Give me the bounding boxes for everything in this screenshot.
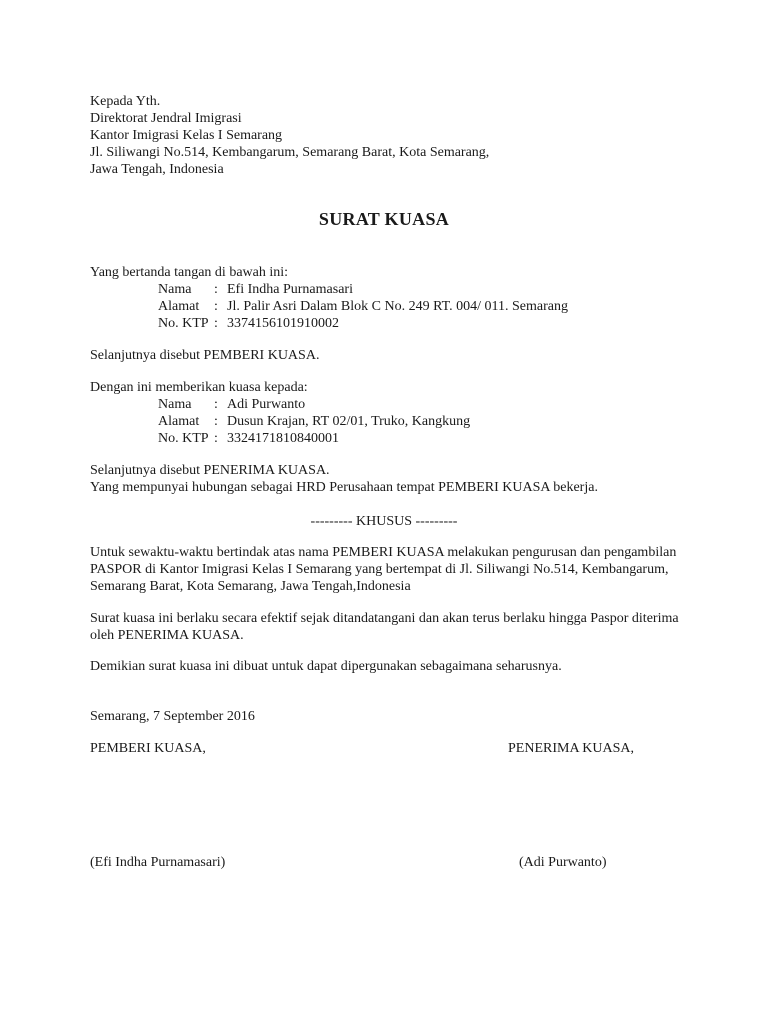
- para1-line-1: Untuk sewaktu-waktu bertindak atas nama PEMBERI KUASA melakukan pengurusan dan pengambilan: [90, 545, 677, 560]
- grantor-signature-name: (Efi Indha Purnamasari): [90, 855, 226, 870]
- grantee-note-1: Selanjutnya disebut PENERIMA KUASA.: [90, 463, 330, 478]
- grantee-name-label: Nama: [158, 397, 192, 412]
- grantor-address: Jl. Palir Asri Dalam Blok C No. 249 RT. 004/ 011. Semarang: [227, 299, 568, 314]
- recipient-line-1: Kepada Yth.: [90, 94, 161, 109]
- para2-line-1: Surat kuasa ini berlaku secara efektif sejak ditandatangani dan akan terus berlaku hingga Paspor diterima: [90, 611, 679, 626]
- grantor-name-label: Nama: [158, 282, 192, 297]
- khusus-heading: --------- KHUSUS ---------: [310, 514, 458, 529]
- grantor-address-label: Alamat: [158, 299, 200, 314]
- recipient-line-5: Jawa Tengah, Indonesia: [90, 162, 224, 177]
- grantee-name: Adi Purwanto: [227, 397, 306, 412]
- grantee-note-2: Yang mempunyai hubungan sebagai HRD Perusahaan tempat PEMBERI KUASA bekerja.: [90, 480, 598, 495]
- grantee-address: Dusun Krajan, RT 02/01, Truko, Kangkung: [227, 414, 471, 429]
- document-title: SURAT KUASA: [318, 209, 450, 229]
- grantor-note: Selanjutnya disebut PEMBERI KUASA.: [90, 348, 320, 363]
- grantor-ktp-colon: :: [214, 316, 218, 331]
- grantee-address-colon: :: [214, 414, 218, 429]
- grantee-ktp-label: No. KTP: [158, 431, 209, 446]
- para3: Demikian surat kuasa ini dibuat untuk dapat dipergunakan sebagaimana seharusnya.: [90, 659, 562, 674]
- recipient-line-2: Direktorat Jendral Imigrasi: [90, 111, 242, 126]
- para1-line-2: PASPOR di Kantor Imigrasi Kelas I Semarang yang bertempat di Jl. Siliwangi No.514, Kembangarum,: [90, 562, 669, 577]
- intro-text: Yang bertanda tangan di bawah ini:: [90, 265, 289, 280]
- grantor-name-colon: :: [214, 282, 218, 297]
- para1-line-3: Semarang Barat, Kota Semarang, Jawa Tengah,Indonesia: [90, 579, 411, 594]
- grantor-signature-label: PEMBERI KUASA,: [90, 741, 206, 756]
- place-date: Semarang, 7 September 2016: [90, 709, 255, 724]
- grantee-signature-name: (Adi Purwanto): [519, 855, 607, 870]
- grantor-name: Efi Indha Purnamasari: [227, 282, 353, 297]
- grantee-ktp: 3324171810840001: [227, 431, 339, 446]
- recipient-line-3: Kantor Imigrasi Kelas I Semarang: [90, 128, 283, 143]
- grantor-ktp-label: No. KTP: [158, 316, 209, 331]
- grantor-ktp: 3374156101910002: [227, 316, 339, 331]
- grantee-name-colon: :: [214, 397, 218, 412]
- grantor-address-colon: :: [214, 299, 218, 314]
- recipient-line-4: Jl. Siliwangi No.514, Kembangarum, Semarang Barat, Kota Semarang,: [90, 145, 490, 160]
- grantee-signature-label: PENERIMA KUASA,: [508, 741, 635, 756]
- para2-line-2: oleh PENERIMA KUASA.: [90, 628, 244, 643]
- grantee-ktp-colon: :: [214, 431, 218, 446]
- grant-intro: Dengan ini memberikan kuasa kepada:: [90, 380, 308, 395]
- grantee-address-label: Alamat: [158, 414, 200, 429]
